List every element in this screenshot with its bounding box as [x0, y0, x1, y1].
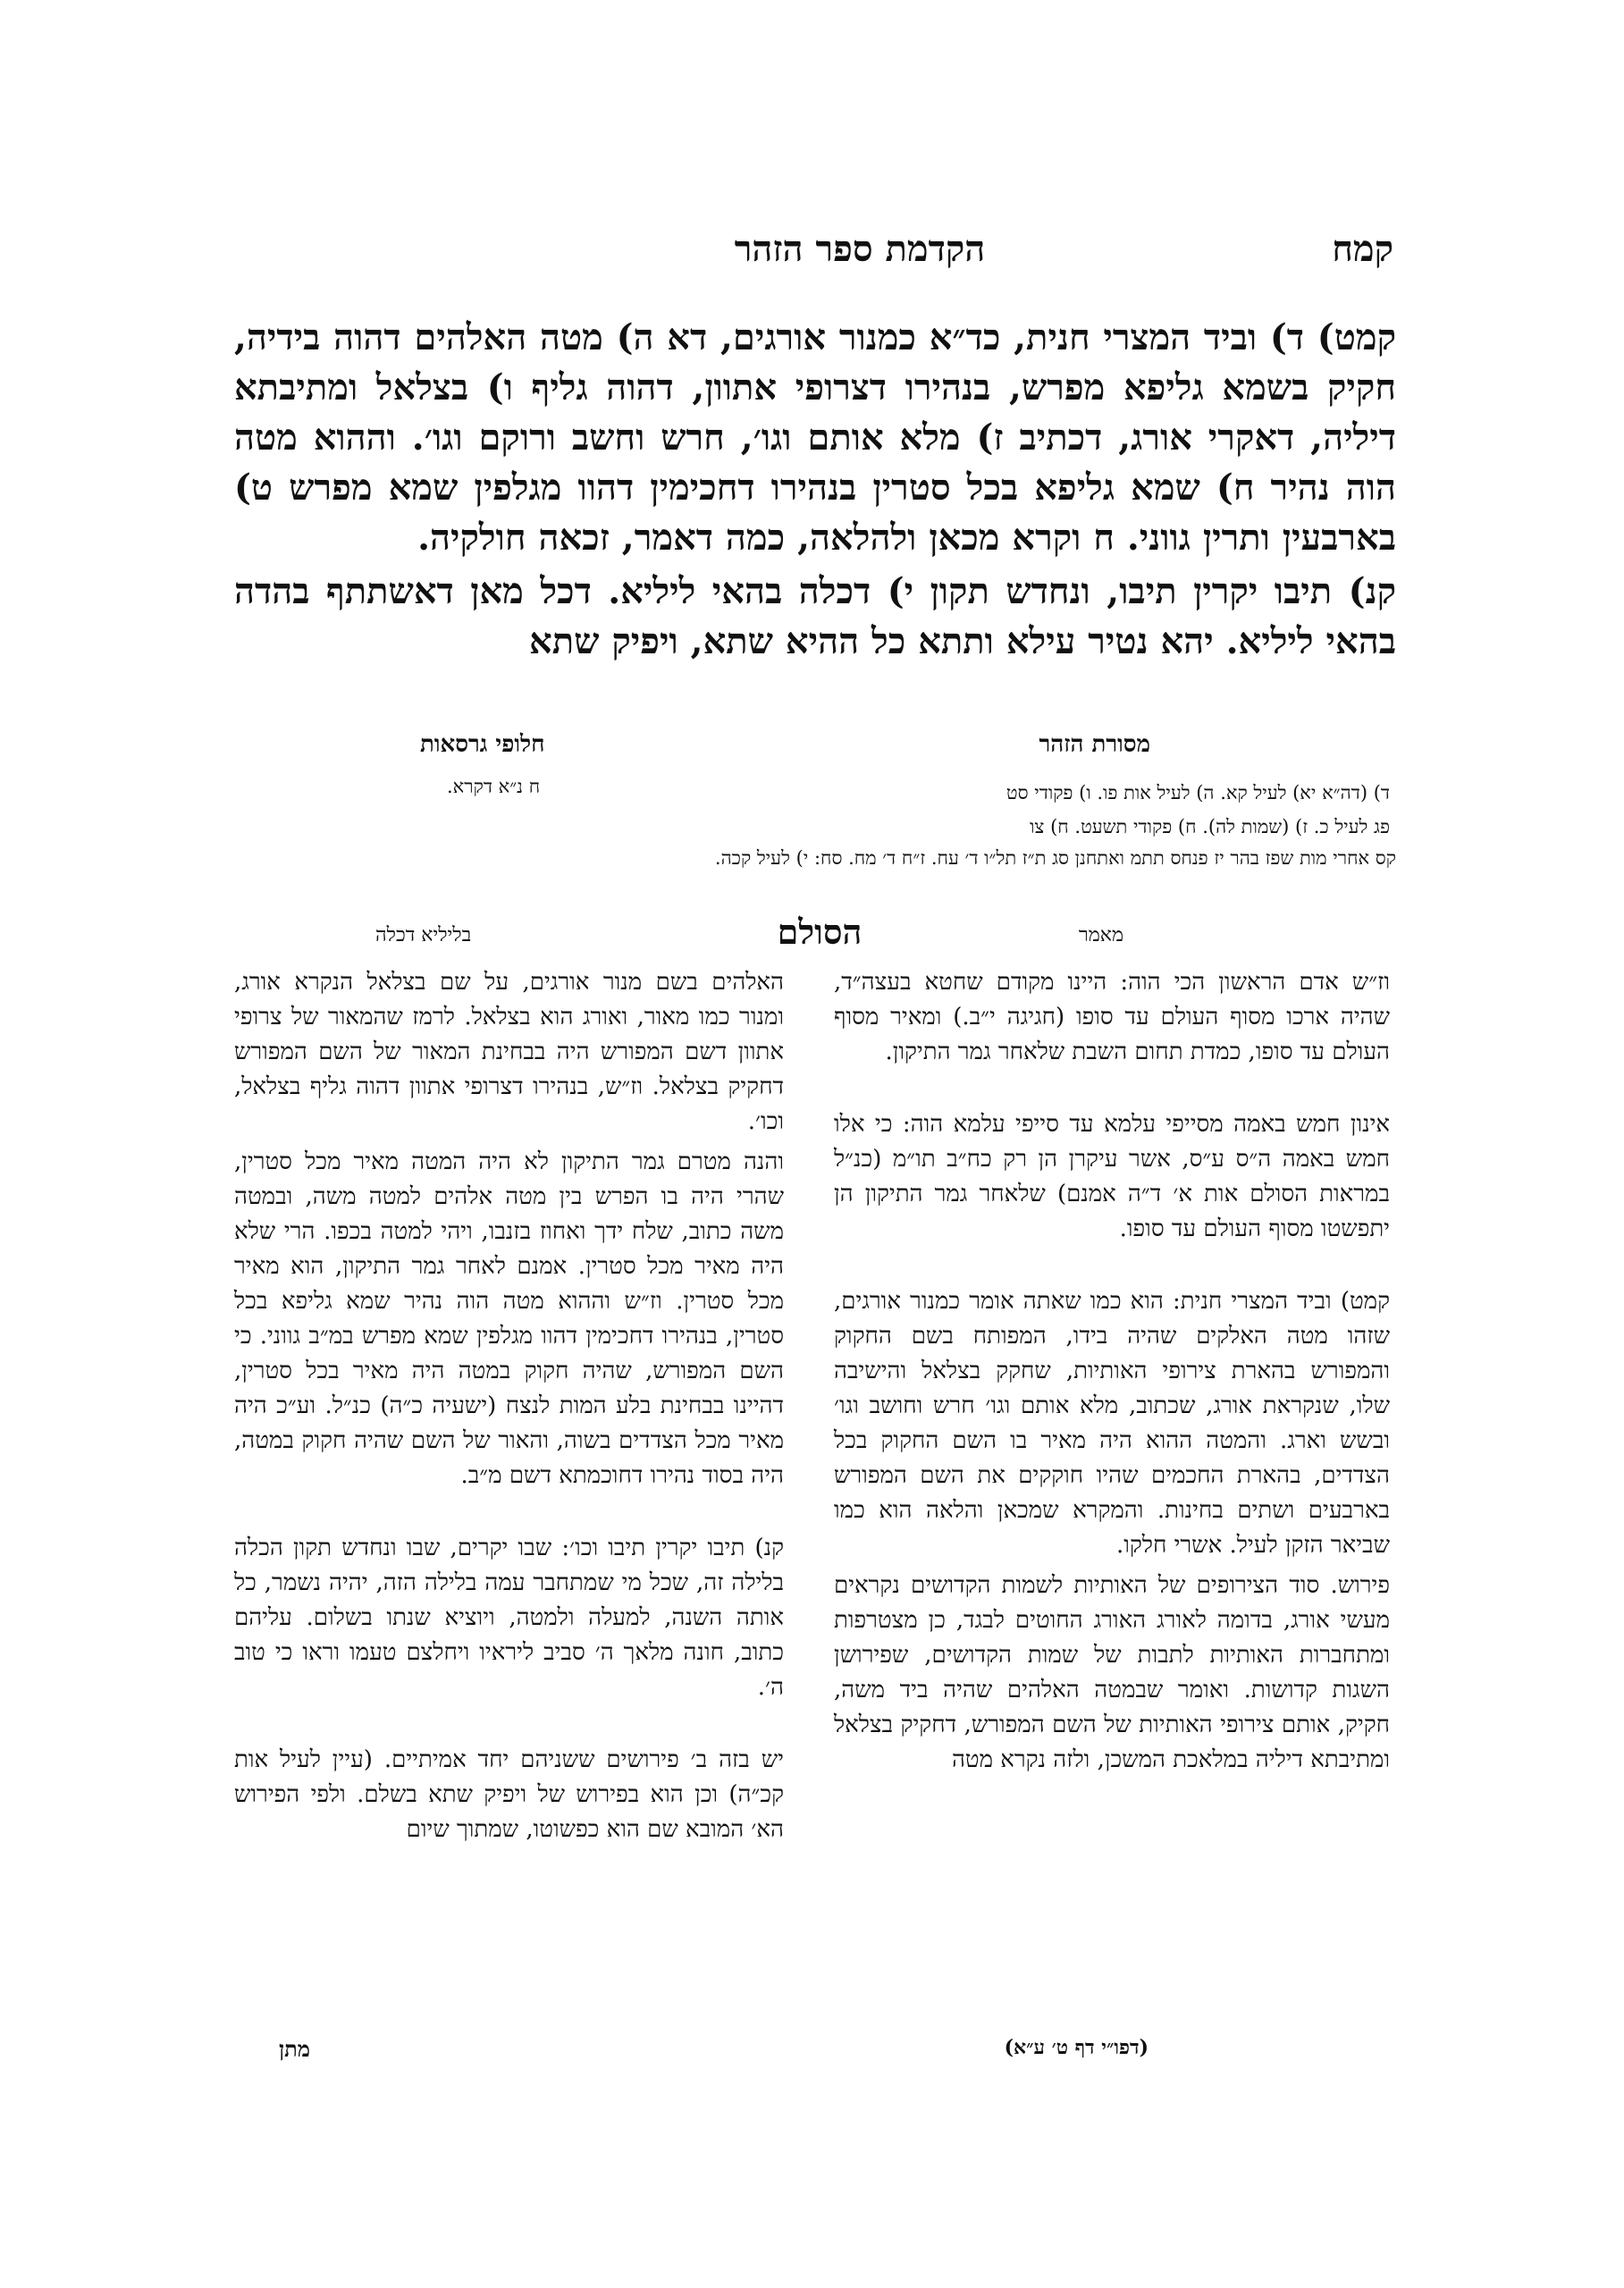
commentary-paragraph: והנה מטרם גמר התיקון לא היה המטה מאיר מכל סטרין, שהרי היה בו הפרש בין מטה אלהים למטה משה, ובמטה משה כתוב, שלח ידך ואחוז בזנבו, ויהי למטה בכפו. הרי שלא היה מאיר מכל סטרין. אמנם לאחר גמר התיקון, הוא מאיר מכל סטרין. וז״ש וההוא מטה הוה נהיר שמא גליפא בכל סטרין, בנהירו דחכימין דהוו מגלפין שמא מפרש במ״ב גווני. כי השם המפורש, שהיה חקוק במטה היה מאיר בכל סטרין, דהיינו בבחינת בלע המות לנצח (ישעיה כ״ה) כנ״ל. וע״כ היה מאיר מכל הצדדים בשוה, והאור של השם שהיה חקוק במטה, היה בסוד נהירו דחוכמתא דשם מ״ב.	[234, 1148, 784, 1489]
sulam-column-left	[234, 965, 784, 1853]
column-header-left: בליליא דכלה	[375, 924, 472, 946]
commentary-paragraph: האלהים בשם מנור אורגים, על שם בצלאל הנקרא אורג, ומנור כמו מאור, ואורג הוא בצלאל. לרמז שהמאור של צרופי אתוון דשם המפורש היה בבחינת המאור של השם המפורש דחקיק בצלאל. וז״ש, בנהירו דצרופי אתוון דהוה גליף בצלאל, וכו׳.	[234, 969, 784, 1135]
commentary-paragraph: יש בזה ב׳ פירושים ששניהם יחד אמיתיים. (עיין לעיל אות קכ״ה) וכן הוא בפירוש של ויפיק שתא בשלם. ולפי הפירוש הא׳ המובא שם הוא כפשוטו, שמתוך שיום	[234, 1746, 784, 1843]
mesorah-line-2: פג לעיל כ. ז) (שמות לה). ח) פקודי תשעט. ח) צו	[1030, 816, 1390, 837]
commentary-paragraph: אינון חמש באמה מסייפי עלמא עד סייפי עלמא הוה: כי אלו חמש באמה ה״ס ע״ס, אשר עיקרן הן רק כח״ב תו״מ (כנ״ל במראות הסולם אות א׳ ד״ה אמנם) שלאחר גמר התיקון הן יתפשטו מסוף העולם עד סופו.	[834, 1111, 1390, 1242]
sulam-column-right	[834, 965, 1390, 1783]
running-title: הקדמת ספר הזהר	[734, 228, 986, 270]
commentary-paragraph: פירוש. סוד הצירופים של האותיות לשמות הקדושים נקראים מעשי אורג, בדומה לאורג האורג החוטים לבגד, כן מצטרפות ומתחברות האותיות לתבות של שמות הקדושים, שפירושן השגות קדושות. ואומר שבמטה האלהים שהיה ביד משה, חקיק, אותם צירופי האותיות של השם המפורש, דחקיק בצלאל ומתיבתא דיליה במלאכת המשכן, ולזה נקרא מטה	[834, 1572, 1390, 1773]
page-number: קמח	[1332, 228, 1393, 270]
main-paragraph-1: קמט) ד) וביד המצרי חנית, כד״א כמנור אורגים, דא ה) מטה האלהים דהוה בידיה, חקיק בשמא גליפא מפרש, בנהירו דצרופי אתוון, דהוה גליף ו) בצלאל ומתיבתא דיליה, דאקרי אורג, דכתיב ז) מלא אותם וגו׳, חרש וחשב ורוקם וגו׳. וההוא מטה הוה נהיר ח) שמא גליפא בכל סטרין בנהירו דחכימין דהוו מגלפין שמא מפרש ט) בארבעין ותרין גווני. ח וקרא מכאן ולהלאה, כמה דאמר, זכאה חולקיה.	[234, 316, 1396, 559]
commentary-paragraph: וז״ש אדם הראשון הכי הוה: היינו מקודם שחטא בעצה״ד, שהיה ארכו מסוף העולם עד סופו (חגיגה י״ב.) ומאיר מסוף העולם עד סופו, כמדת תחום השבת שלאחר גמר התיקון.	[834, 969, 1390, 1065]
print-reference: (דפו״י דף ט׳ ע״א)	[1004, 2036, 1149, 2059]
chilufei-heading: חלופי גרסאות	[420, 731, 545, 758]
column-header-right: מאמר	[1078, 924, 1123, 946]
zohar-main-text	[234, 313, 1396, 667]
catchword: מתן	[279, 2036, 310, 2062]
commentary-paragraph: קנ) תיבו יקרין תיבו וכו׳: שבו יקרים, שבו ונחדש תקון הכלה בלילה זה, שכל מי שמתחבר עמה בלילה הזה, יהיה נשמר, כל אותה השנה, למעלה ולמטה, ויוציא שנתו בשלום. עליהם כתוב, חונה מלאך ה׳ סביב ליראיו ויחלצם טעמו וראו כי טוב ה׳.	[234, 1535, 784, 1701]
sulam-title: הסולם	[777, 912, 862, 952]
chilufei-note: ח נ״א דקרא.	[447, 776, 541, 797]
mesorah-notes	[836, 776, 1390, 844]
mesorah-line-1: ד) (דה״א יא) לעיל קא. ה) לעיל אות פו. ו) פקודי סט	[1006, 782, 1390, 803]
commentary-paragraph: קמט) וביד המצרי חנית: הוא כמו שאתה אומר כמנור אורגים, שזהו מטה האלקים שהיה בידו, המפותח בשם החקוק והמפורש בהארת צירופי האותיות, שחקק בצלאל והישיבה שלו, שנקראת אורג, שכתוב, מלא אותם וגו׳ חרש וחושב וגו׳ ובשש וארג. והמטה ההוא היה מאיר בו השם החקוק בכל הצדדים, בהארת החכמים שהיו חוקקים את השם המפורש בארבעים ושתים בחינות. והמקרא שמכאן והלאה הוא כמו שביאר הזקן לעיל. אשרי חלקו.	[834, 1288, 1390, 1559]
main-paragraph-2: קנ) תיבו יקרין תיבו, ונחדש תקון י) דכלה בהאי ליליא. דכל מאן דאשתתף בהדה בהאי ליליא. יהא נטיר עילא ותתא כל ההיא שתא, ויפיק שתא	[234, 570, 1397, 662]
mesorah-wide-line: קס אחרי מות שפז בהר יז פנחס תתמ ואתחנן סג ת״ז תל״ו ד׳ עח. ז״ח ד׳ מח. סח: י) לעיל קכה.	[714, 847, 1396, 869]
mesorah-heading: מסורת הזהר	[1039, 731, 1150, 758]
